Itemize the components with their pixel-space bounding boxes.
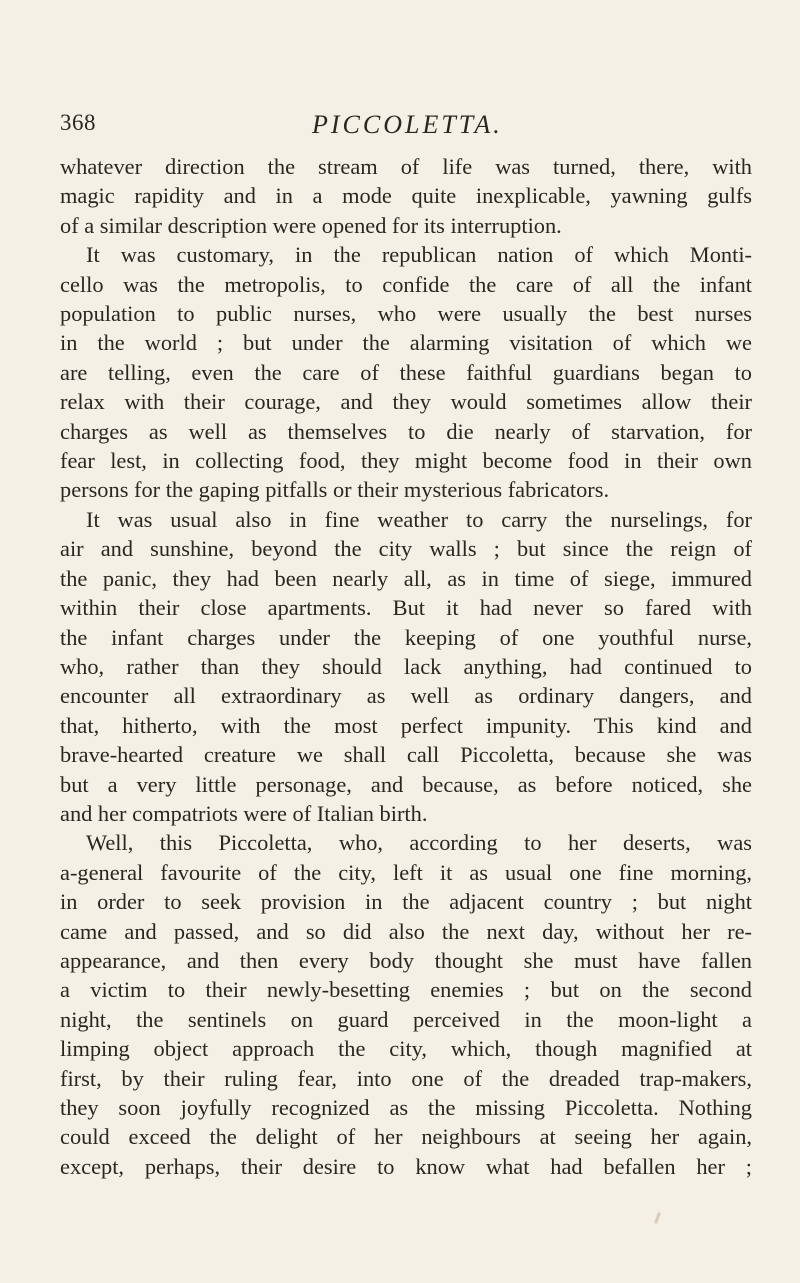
text-line: charges as well as themselves to die nearly of starvation, for (60, 418, 752, 444)
text-line: population to public nurses, who were usually the best nurses (60, 301, 752, 327)
text-line: but a very little personage, and because, as before noticed, she (60, 771, 752, 797)
text-line: came and passed, and so did also the next day, without her re- (60, 918, 752, 944)
text-line: could exceed the delight of her neighbours at seeing her again, (60, 1124, 752, 1150)
text-line: within their close apartments. But it had never so fared with (60, 595, 752, 621)
text-line: the panic, they had been nearly all, as in time of siege, immured (60, 565, 752, 591)
running-head (60, 110, 750, 150)
text-line: air and sunshine, beyond the city walls ; but since the reign of (60, 536, 752, 562)
text-line: of a similar description were opened for its interruption. (60, 212, 562, 238)
text-line: fear lest, in collecting food, they might become food in their own (60, 448, 752, 474)
text-line: whatever direction the stream of life was turned, there, with (60, 154, 752, 179)
text-line: appearance, and then every body thought she must have fallen (60, 947, 752, 973)
text-line: encounter all extraordinary as well as ordinary dangers, and (60, 683, 752, 709)
text-line: night, the sentinels on guard perceived in the moon-light a (60, 1006, 752, 1032)
text-line: brave-hearted creature we shall call Piccoletta, because she was (60, 742, 752, 768)
text-line: are telling, even the care of these faithful guardians began to (60, 359, 752, 385)
text-line: the infant charges under the keeping of one youthful nurse, (60, 624, 752, 650)
text-line: and her compatriots were of Italian birth. (60, 800, 428, 826)
text-line: It was usual also in fine weather to carry the nurselings, for (86, 506, 752, 532)
text-line: relax with their courage, and they would sometimes allow their (60, 389, 752, 415)
text-line: a-general favourite of the city, left it as usual one fine morning, (60, 859, 752, 885)
text-line: limping object approach the city, which, though magnified at (60, 1036, 752, 1062)
text-line: except, perhaps, their desire to know what had befallen her ; (60, 1153, 752, 1179)
page-title: PICCOLETTA. (312, 110, 503, 139)
text-line: that, hitherto, with the most perfect impunity. This kind and (60, 712, 752, 738)
text-line: first, by their ruling fear, into one of the dreaded trap-makers, (60, 1065, 752, 1091)
text-line: persons for the gaping pitfalls or their mysterious fabricators. (60, 477, 610, 503)
text-line: who, rather than they should lack anything, had continued to (60, 653, 752, 679)
paper-speck (654, 1212, 661, 1224)
page-number: 368 (60, 110, 96, 135)
body-text (60, 152, 752, 1181)
text-line: a victim to their newly-besetting enemies ; but on the second (60, 977, 752, 1003)
text-line: magic rapidity and in a mode quite inexplicable, yawning gulfs (60, 183, 752, 209)
text-line: It was customary, in the republican nation of which Monti- (86, 242, 752, 268)
text-line: Well, this Piccoletta, who, according to her deserts, was (86, 830, 752, 856)
text-line: in order to seek provision in the adjacent country ; but night (60, 889, 752, 915)
text-line: in the world ; but under the alarming visitation of which we (60, 330, 752, 356)
text-line: they soon joyfully recognized as the missing Piccoletta. Nothing (60, 1095, 752, 1120)
text-line: cello was the metropolis, to confide the care of all the infant (60, 271, 752, 297)
